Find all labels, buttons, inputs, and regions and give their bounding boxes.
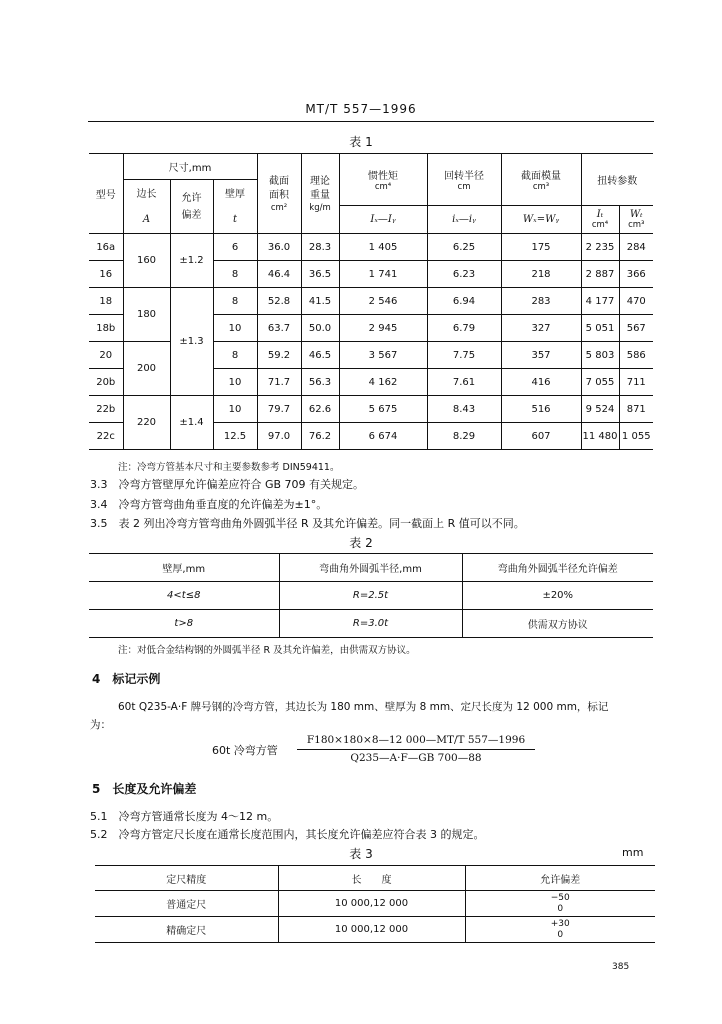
t1-cell-area: 63.7 bbox=[257, 315, 301, 342]
t1-cell-wt: 586 bbox=[619, 342, 653, 369]
t2-h-thk: 壁厚,mm bbox=[89, 554, 279, 582]
t1-cell-it: 2 235 bbox=[581, 234, 619, 261]
table3-caption: 表 3 bbox=[349, 847, 373, 861]
table2-note: 注：对低合金结构钢的外圆弧半径 R 及其允许偏差，由供需双方协议。 bbox=[118, 645, 416, 656]
table3-row bbox=[95, 917, 655, 943]
table3 bbox=[95, 865, 655, 943]
th-modulus: 截面模量 cm³ bbox=[501, 154, 581, 206]
th-area: 截面面积 cm² bbox=[257, 154, 301, 234]
t1-cell-model: 22c bbox=[89, 423, 123, 450]
th-radius: 回转半径 cm bbox=[427, 154, 501, 206]
t2-cell-tol: 供需双方协议 bbox=[527, 620, 588, 631]
th-model: 型号 bbox=[89, 154, 123, 234]
th-it: Iₜ cm⁴ bbox=[581, 206, 619, 234]
th-radius-sym: iₓ—iᵧ bbox=[427, 206, 501, 234]
t1-cell-weight: 62.6 bbox=[301, 396, 339, 423]
t1-cell-weight: 36.5 bbox=[301, 261, 339, 288]
t1-cell-modulus: 607 bbox=[501, 423, 581, 450]
t1-cell-t: 10 bbox=[213, 315, 257, 342]
t1-cell-area: 59.2 bbox=[257, 342, 301, 369]
t1-cell-wt: 470 bbox=[619, 288, 653, 315]
t1-cell-modulus: 218 bbox=[501, 261, 581, 288]
t1-cell-it: 4 177 bbox=[581, 288, 619, 315]
t1-cell-radius: 8.29 bbox=[427, 423, 501, 450]
t1-cell-modulus: 516 bbox=[501, 396, 581, 423]
mark-numerator: F180×180×8—12 000—MT/T 557—1996 bbox=[306, 734, 526, 746]
t1-cell-inertia: 2 546 bbox=[339, 288, 427, 315]
t1-cell-inertia: 3 567 bbox=[339, 342, 427, 369]
table1-row bbox=[89, 396, 653, 423]
mark-fraction-line bbox=[297, 749, 535, 750]
t1-cell-tol: ±1.4 bbox=[170, 396, 213, 450]
t1-cell-weight: 46.5 bbox=[301, 342, 339, 369]
clause-5-2: 5.2 冷弯方管定尺长度在通常长度范围内，其长度允许偏差应符合表 3 的规定。 bbox=[90, 828, 485, 841]
t1-cell-model: 18b bbox=[89, 315, 123, 342]
t1-cell-radius: 6.94 bbox=[427, 288, 501, 315]
t1-cell-t: 8 bbox=[213, 342, 257, 369]
t1-cell-weight: 50.0 bbox=[301, 315, 339, 342]
clause-3-4: 3.4 冷弯方管弯曲角垂直度的允许偏差为±1°。 bbox=[90, 498, 328, 511]
th-thk: 壁厚 bbox=[213, 180, 257, 206]
t1-cell-area: 52.8 bbox=[257, 288, 301, 315]
t1-cell-radius: 6.23 bbox=[427, 261, 501, 288]
th-weight: 理论重量 kg/m bbox=[301, 154, 339, 234]
table1-row bbox=[89, 288, 653, 315]
t1-cell-inertia: 1 741 bbox=[339, 261, 427, 288]
t2-cell-thk: 4<t≤8 bbox=[89, 582, 279, 610]
th-modulus-sym: Wₓ=Wᵧ bbox=[501, 206, 581, 234]
t2-cell-radius: R=3.0t bbox=[279, 610, 462, 638]
table1 bbox=[89, 153, 653, 450]
table1-row bbox=[89, 234, 653, 261]
t1-cell-wt: 711 bbox=[619, 369, 653, 396]
th-wt: Wₜ cm³ bbox=[628, 209, 645, 230]
table1-caption: 表 1 bbox=[349, 135, 373, 149]
t3-h-tol: 允许偏差 bbox=[465, 866, 655, 891]
t2-h-tol: 弯曲角外圆弧半径允许偏差 bbox=[462, 554, 653, 582]
t1-cell-model: 16a bbox=[89, 234, 123, 261]
section-4-para-line2: 为： bbox=[90, 719, 111, 731]
t1-cell-it: 11 480 bbox=[581, 423, 619, 450]
t1-cell-modulus: 416 bbox=[501, 369, 581, 396]
t3-tol-upper: −50 bbox=[550, 892, 570, 903]
t1-cell-wt: 1 055 bbox=[619, 423, 653, 450]
section-5-title: 5 长度及允许偏差 bbox=[92, 782, 197, 796]
mark-label: 60t 冷弯方管 bbox=[212, 744, 278, 757]
t1-cell-t: 8 bbox=[213, 288, 257, 315]
t1-cell-side: 200 bbox=[123, 342, 170, 396]
t1-cell-weight: 76.2 bbox=[301, 423, 339, 450]
t1-cell-inertia: 1 405 bbox=[339, 234, 427, 261]
t1-cell-t: 8 bbox=[213, 261, 257, 288]
t3-tol-lower: 0 bbox=[557, 903, 564, 914]
t2-cell-radius: R=2.5t bbox=[279, 582, 462, 610]
table1-note: 注：冷弯方管基本尺寸和主要参数参考 DIN59411。 bbox=[118, 462, 340, 473]
t3-cell-precision: 精确定尺 bbox=[95, 917, 278, 943]
t3-cell-tol bbox=[465, 917, 655, 943]
t1-cell-side: 220 bbox=[123, 396, 170, 450]
t1-cell-model: 16 bbox=[89, 261, 123, 288]
t1-cell-area: 46.4 bbox=[257, 261, 301, 288]
t1-cell-weight: 28.3 bbox=[301, 234, 339, 261]
t1-cell-area: 97.0 bbox=[257, 423, 301, 450]
t1-cell-inertia: 5 675 bbox=[339, 396, 427, 423]
t3-cell-tol bbox=[465, 891, 655, 917]
t1-cell-it: 5 051 bbox=[581, 315, 619, 342]
t1-cell-t: 12.5 bbox=[213, 423, 257, 450]
t1-cell-area: 79.7 bbox=[257, 396, 301, 423]
t1-cell-radius: 8.43 bbox=[427, 396, 501, 423]
t3-h-precision: 定尺精度 bbox=[95, 866, 278, 891]
t1-cell-radius: 7.61 bbox=[427, 369, 501, 396]
t1-cell-tol: ±1.2 bbox=[170, 234, 213, 288]
t1-cell-model: 20b bbox=[89, 369, 123, 396]
header-rule bbox=[88, 121, 654, 122]
t1-cell-modulus: 283 bbox=[501, 288, 581, 315]
t1-cell-radius: 7.75 bbox=[427, 342, 501, 369]
t1-cell-modulus: 357 bbox=[501, 342, 581, 369]
t1-cell-side: 180 bbox=[123, 288, 170, 342]
mark-denominator: Q235—A·F—GB 700—88 bbox=[350, 752, 482, 764]
t1-cell-t: 6 bbox=[213, 234, 257, 261]
table2-row bbox=[89, 582, 653, 610]
th-inertia-sym: Iₓ—Iᵧ bbox=[339, 206, 427, 234]
t1-cell-radius: 6.79 bbox=[427, 315, 501, 342]
t1-cell-wt: 284 bbox=[619, 234, 653, 261]
clause-3-3: 3.3 冷弯方管壁厚允许偏差应符合 GB 709 有关规定。 bbox=[90, 478, 365, 491]
table3-row bbox=[95, 891, 655, 917]
t1-cell-modulus: 327 bbox=[501, 315, 581, 342]
t1-cell-wt: 567 bbox=[619, 315, 653, 342]
th-tol: 允许偏差 bbox=[170, 180, 213, 234]
t1-cell-t: 10 bbox=[213, 396, 257, 423]
t3-cell-length: 10 000,12 000 bbox=[278, 891, 465, 917]
t1-cell-wt: 366 bbox=[619, 261, 653, 288]
t1-cell-area: 71.7 bbox=[257, 369, 301, 396]
t1-cell-model: 22b bbox=[89, 396, 123, 423]
t1-cell-it: 5 803 bbox=[581, 342, 619, 369]
table2-row bbox=[89, 610, 653, 638]
t1-cell-tol: ±1.3 bbox=[170, 288, 213, 396]
section-4-title: 4 标记示例 bbox=[92, 672, 161, 686]
t1-cell-weight: 41.5 bbox=[301, 288, 339, 315]
t1-cell-it: 7 055 bbox=[581, 369, 619, 396]
th-dims: 尺寸,mm bbox=[123, 154, 257, 180]
t1-cell-inertia: 4 162 bbox=[339, 369, 427, 396]
t1-cell-wt: 871 bbox=[619, 396, 653, 423]
t1-cell-inertia: 2 945 bbox=[339, 315, 427, 342]
t1-cell-modulus: 175 bbox=[501, 234, 581, 261]
th-side-sym: A bbox=[123, 206, 170, 234]
table2 bbox=[89, 553, 653, 638]
t3-h-length: 长 度 bbox=[278, 866, 465, 891]
clause-5-1: 5.1 冷弯方管通常长度为 4～12 m。 bbox=[90, 810, 279, 823]
th-side: 边长 bbox=[123, 180, 170, 206]
table3-unit: mm bbox=[622, 846, 644, 859]
t3-cell-precision: 普通定尺 bbox=[95, 891, 278, 917]
table2-caption: 表 2 bbox=[349, 536, 373, 550]
t1-cell-model: 20 bbox=[89, 342, 123, 369]
t1-cell-side: 160 bbox=[123, 234, 170, 288]
t1-cell-t: 10 bbox=[213, 369, 257, 396]
page-number: 385 bbox=[612, 962, 630, 972]
doc-header: MT/T 557—1996 bbox=[305, 102, 417, 116]
th-thk-sym: t bbox=[213, 206, 257, 234]
t1-cell-model: 18 bbox=[89, 288, 123, 315]
t1-cell-weight: 56.3 bbox=[301, 369, 339, 396]
t1-cell-it: 9 524 bbox=[581, 396, 619, 423]
t2-cell-tol: ±20% bbox=[462, 582, 653, 610]
t3-cell-length: 10 000,12 000 bbox=[278, 917, 465, 943]
t2-cell-thk: t>8 bbox=[89, 610, 279, 638]
t3-tol-lower: 0 bbox=[557, 929, 564, 940]
t1-cell-it: 2 887 bbox=[581, 261, 619, 288]
t1-cell-area: 36.0 bbox=[257, 234, 301, 261]
th-inertia: 惯性矩 cm⁴ bbox=[339, 154, 427, 206]
t3-tol-upper: +30 bbox=[550, 918, 570, 929]
th-torsion: 扭转参数 bbox=[581, 154, 653, 206]
t1-cell-radius: 6.25 bbox=[427, 234, 501, 261]
t1-cell-inertia: 6 674 bbox=[339, 423, 427, 450]
t2-h-radius: 弯曲角外圆弧半径,mm bbox=[279, 554, 462, 582]
section-4-para-line1: 60t Q235-A·F 牌号钢的冷弯方管，其边长为 180 mm、壁厚为 8 mm、定尺长度为 12 000 mm，标记 bbox=[118, 701, 609, 713]
clause-3-5: 3.5 表 2 列出冷弯方管弯曲角外圆弧半径 R 及其允许偏差。同一截面上 R 值可以不同。 bbox=[90, 517, 525, 530]
